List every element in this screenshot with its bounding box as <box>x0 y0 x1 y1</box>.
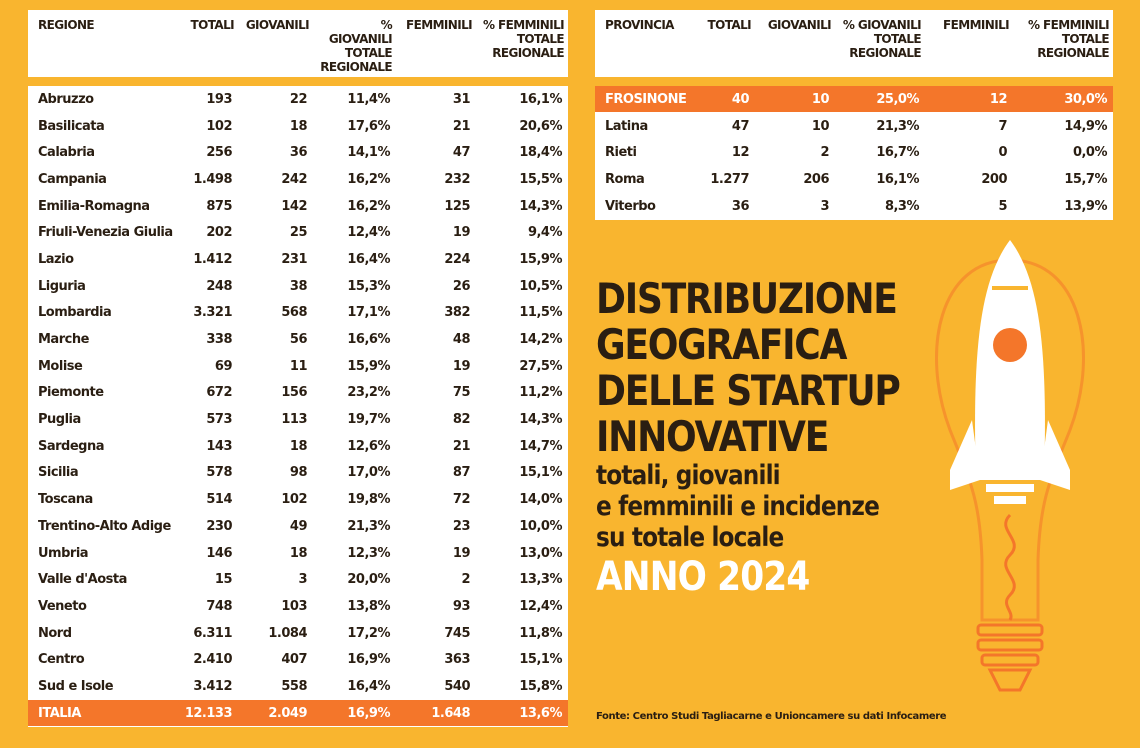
cell-pct-female: 15,1% <box>476 460 568 487</box>
cell-youth: 2.049 <box>238 700 313 727</box>
table-row <box>28 246 568 273</box>
cell-name: Sud e Isole <box>28 673 178 700</box>
cell-pct-female: 10,0% <box>476 513 568 540</box>
cell-youth: 18 <box>238 540 313 567</box>
table-row <box>28 193 568 220</box>
table-row <box>28 113 568 140</box>
cell-pct-youth: 16,7% <box>835 139 925 166</box>
header-pct-female: % FEMMINILI TOTALE REGIONALE <box>476 10 568 78</box>
cell-total: 12.133 <box>178 700 238 727</box>
cell-pct-youth: 16,2% <box>313 166 396 193</box>
cell-name: Sicilia <box>28 460 178 487</box>
cell-name: Calabria <box>28 139 178 166</box>
cell-total: 514 <box>178 486 238 513</box>
table-row <box>595 113 1113 140</box>
cell-youth: 206 <box>755 166 835 193</box>
cell-youth: 242 <box>238 166 313 193</box>
province-table <box>595 10 1113 220</box>
cell-pct-female: 14,2% <box>476 326 568 353</box>
cell-total: 2.410 <box>178 646 238 673</box>
table-row <box>28 273 568 300</box>
cell-pct-female: 14,0% <box>476 486 568 513</box>
cell-pct-female: 14,7% <box>476 433 568 460</box>
cell-total: 248 <box>178 273 238 300</box>
cell-total: 193 <box>178 86 238 113</box>
cell-total: 748 <box>178 593 238 620</box>
cell-total: 6.311 <box>178 620 238 647</box>
header-youth: GIOVANILI <box>755 10 835 78</box>
table-row <box>28 620 568 647</box>
cell-female: 200 <box>925 166 1013 193</box>
title-block <box>596 276 926 601</box>
cell-female: 21 <box>396 433 476 460</box>
cell-pct-female: 12,4% <box>476 593 568 620</box>
cell-name: Emilia-Romagna <box>28 193 178 220</box>
cell-pct-female: 13,6% <box>476 700 568 727</box>
cell-pct-youth: 16,4% <box>313 673 396 700</box>
table-row <box>28 353 568 380</box>
cell-total: 3.321 <box>178 300 238 327</box>
cell-female: 47 <box>396 139 476 166</box>
title-line-3: DELLE STARTUP <box>596 366 900 415</box>
cell-pct-youth: 21,3% <box>835 113 925 140</box>
cell-youth: 18 <box>238 433 313 460</box>
cell-female: 19 <box>396 219 476 246</box>
cell-female: 87 <box>396 460 476 487</box>
header-total: TOTALI <box>695 10 755 78</box>
cell-youth: 56 <box>238 326 313 353</box>
cell-pct-youth: 13,8% <box>313 593 396 620</box>
cell-female: 93 <box>396 593 476 620</box>
cell-pct-female: 13,3% <box>476 566 568 593</box>
table-row <box>28 433 568 460</box>
cell-total: 143 <box>178 433 238 460</box>
cell-name: Latina <box>595 113 695 140</box>
cell-female: 1.648 <box>396 700 476 727</box>
cell-pct-youth: 12,4% <box>313 219 396 246</box>
header-female: FEMMINILI <box>925 10 1013 78</box>
cell-pct-female: 14,3% <box>476 406 568 433</box>
title-line-2: GEOGRAFICA <box>596 320 847 369</box>
cell-youth: 38 <box>238 273 313 300</box>
cell-pct-female: 10,5% <box>476 273 568 300</box>
cell-youth: 22 <box>238 86 313 113</box>
rocket-lightbulb-icon <box>920 240 1100 720</box>
cell-female: 0 <box>925 139 1013 166</box>
cell-pct-female: 15,1% <box>476 646 568 673</box>
cell-pct-female: 9,4% <box>476 219 568 246</box>
cell-pct-youth: 17,0% <box>313 460 396 487</box>
cell-name: Abruzzo <box>28 86 178 113</box>
cell-name: Roma <box>595 166 695 193</box>
cell-pct-youth: 8,3% <box>835 193 925 220</box>
cell-female: 745 <box>396 620 476 647</box>
cell-pct-youth: 16,4% <box>313 246 396 273</box>
cell-youth: 10 <box>755 86 835 113</box>
cell-pct-female: 20,6% <box>476 113 568 140</box>
cell-female: 125 <box>396 193 476 220</box>
cell-pct-youth: 19,8% <box>313 486 396 513</box>
table-row <box>28 486 568 513</box>
cell-youth: 568 <box>238 300 313 327</box>
cell-female: 75 <box>396 380 476 407</box>
cell-name: Campania <box>28 166 178 193</box>
cell-pct-female: 0,0% <box>1013 139 1113 166</box>
cell-youth: 36 <box>238 139 313 166</box>
cell-pct-female: 15,8% <box>476 673 568 700</box>
cell-name: Puglia <box>28 406 178 433</box>
cell-name: Trentino-Alto Adige <box>28 513 178 540</box>
header-region: REGIONE <box>28 10 178 78</box>
cell-total: 578 <box>178 460 238 487</box>
cell-name: Friuli-Venezia Giulia <box>28 219 178 246</box>
cell-total: 102 <box>178 113 238 140</box>
cell-total: 672 <box>178 380 238 407</box>
cell-pct-youth: 15,3% <box>313 273 396 300</box>
cell-pct-female: 30,0% <box>1013 86 1113 113</box>
cell-total: 40 <box>695 86 755 113</box>
cell-total: 47 <box>695 113 755 140</box>
cell-pct-female: 14,9% <box>1013 113 1113 140</box>
cell-pct-youth: 20,0% <box>313 566 396 593</box>
header-total: TOTALI <box>178 10 238 78</box>
cell-pct-youth: 12,6% <box>313 433 396 460</box>
header-pct-female: % FEMMINILI TOTALE REGIONALE <box>1013 10 1113 78</box>
cell-youth: 3 <box>755 193 835 220</box>
title-line-4: INNOVATIVE <box>596 412 829 461</box>
cell-name: Toscana <box>28 486 178 513</box>
table-row <box>28 540 568 567</box>
table-row <box>28 380 568 407</box>
cell-total: 230 <box>178 513 238 540</box>
cell-female: 2 <box>396 566 476 593</box>
header-province: PROVINCIA <box>595 10 695 78</box>
cell-pct-youth: 25,0% <box>835 86 925 113</box>
province-table-body <box>595 113 1113 220</box>
cell-name: Basilicata <box>28 113 178 140</box>
regional-table-body <box>28 86 568 700</box>
cell-female: 21 <box>396 113 476 140</box>
cell-pct-female: 15,9% <box>476 246 568 273</box>
cell-name: FROSINONE <box>595 86 695 113</box>
table-row <box>28 300 568 327</box>
header-pct-youth: % GIOVANILI TOTALE REGIONALE <box>313 10 396 78</box>
cell-female: 31 <box>396 86 476 113</box>
cell-female: 19 <box>396 540 476 567</box>
cell-name: Marche <box>28 326 178 353</box>
cell-total: 338 <box>178 326 238 353</box>
table-row <box>595 193 1113 220</box>
cell-name: Sardegna <box>28 433 178 460</box>
table-row <box>28 593 568 620</box>
source-note: Fonte: Centro Studi Tagliacarne e Unioncamere su dati Infocamere <box>596 711 947 722</box>
cell-youth: 1.084 <box>238 620 313 647</box>
cell-total: 36 <box>695 193 755 220</box>
cell-female: 382 <box>396 300 476 327</box>
cell-youth: 103 <box>238 593 313 620</box>
cell-youth: 18 <box>238 113 313 140</box>
cell-total: 15 <box>178 566 238 593</box>
cell-name: Molise <box>28 353 178 380</box>
subtitle-line-3: su totale locale <box>596 522 784 553</box>
cell-female: 7 <box>925 113 1013 140</box>
cell-female: 82 <box>396 406 476 433</box>
cell-pct-youth: 16,6% <box>313 326 396 353</box>
cell-youth: 25 <box>238 219 313 246</box>
year-label: ANNO 2024 <box>596 554 810 600</box>
cell-pct-female: 11,8% <box>476 620 568 647</box>
cell-pct-female: 16,1% <box>476 86 568 113</box>
cell-total: 1.412 <box>178 246 238 273</box>
cell-pct-female: 14,3% <box>476 193 568 220</box>
cell-pct-youth: 23,2% <box>313 380 396 407</box>
cell-pct-female: 15,7% <box>1013 166 1113 193</box>
cell-female: 232 <box>396 166 476 193</box>
table-row <box>28 326 568 353</box>
cell-name: Piemonte <box>28 380 178 407</box>
cell-pct-youth: 21,3% <box>313 513 396 540</box>
cell-youth: 156 <box>238 380 313 407</box>
table-row <box>28 460 568 487</box>
cell-total: 1.498 <box>178 166 238 193</box>
table-row <box>28 673 568 700</box>
cell-name: ITALIA <box>28 700 178 727</box>
cell-total: 1.277 <box>695 166 755 193</box>
subtitle-line-1: totali, giovanili <box>596 460 780 491</box>
header-female: FEMMINILI <box>396 10 476 78</box>
cell-pct-youth: 12,3% <box>313 540 396 567</box>
cell-female: 19 <box>396 353 476 380</box>
cell-pct-female: 11,2% <box>476 380 568 407</box>
table-row <box>28 566 568 593</box>
table-row <box>28 646 568 673</box>
regional-table <box>28 10 568 727</box>
cell-total: 69 <box>178 353 238 380</box>
cell-youth: 558 <box>238 673 313 700</box>
table-row <box>28 166 568 193</box>
table-row-total <box>28 700 568 727</box>
table-row <box>28 139 568 166</box>
cell-pct-youth: 16,9% <box>313 646 396 673</box>
cell-female: 363 <box>396 646 476 673</box>
table-row <box>595 166 1113 193</box>
cell-pct-youth: 16,9% <box>313 700 396 727</box>
cell-pct-female: 13,9% <box>1013 193 1113 220</box>
cell-youth: 98 <box>238 460 313 487</box>
cell-total: 573 <box>178 406 238 433</box>
cell-pct-youth: 16,2% <box>313 193 396 220</box>
cell-female: 23 <box>396 513 476 540</box>
cell-total: 202 <box>178 219 238 246</box>
cell-name: Rieti <box>595 139 695 166</box>
table-row <box>28 513 568 540</box>
header-youth: GIOVANILI <box>238 10 313 78</box>
cell-pct-female: 11,5% <box>476 300 568 327</box>
cell-pct-female: 13,0% <box>476 540 568 567</box>
table-row <box>595 139 1113 166</box>
cell-pct-youth: 11,4% <box>313 86 396 113</box>
cell-name: Lombardia <box>28 300 178 327</box>
cell-female: 224 <box>396 246 476 273</box>
cell-youth: 11 <box>238 353 313 380</box>
cell-youth: 102 <box>238 486 313 513</box>
cell-youth: 407 <box>238 646 313 673</box>
cell-pct-youth: 14,1% <box>313 139 396 166</box>
cell-youth: 2 <box>755 139 835 166</box>
cell-pct-female: 27,5% <box>476 353 568 380</box>
table-row <box>28 86 568 113</box>
cell-pct-youth: 15,9% <box>313 353 396 380</box>
cell-female: 5 <box>925 193 1013 220</box>
cell-name: Lazio <box>28 246 178 273</box>
cell-female: 72 <box>396 486 476 513</box>
cell-total: 12 <box>695 139 755 166</box>
table-row <box>28 219 568 246</box>
cell-youth: 49 <box>238 513 313 540</box>
cell-youth: 113 <box>238 406 313 433</box>
cell-female: 12 <box>925 86 1013 113</box>
cell-name: Liguria <box>28 273 178 300</box>
cell-pct-youth: 17,6% <box>313 113 396 140</box>
cell-name: Umbria <box>28 540 178 567</box>
header-pct-youth: % GIOVANILI TOTALE REGIONALE <box>835 10 925 78</box>
cell-name: Nord <box>28 620 178 647</box>
cell-female: 540 <box>396 673 476 700</box>
cell-total: 146 <box>178 540 238 567</box>
cell-name: Valle d'Aosta <box>28 566 178 593</box>
cell-total: 256 <box>178 139 238 166</box>
cell-youth: 231 <box>238 246 313 273</box>
cell-pct-youth: 16,1% <box>835 166 925 193</box>
cell-pct-female: 18,4% <box>476 139 568 166</box>
cell-youth: 3 <box>238 566 313 593</box>
cell-pct-youth: 17,1% <box>313 300 396 327</box>
cell-total: 875 <box>178 193 238 220</box>
cell-pct-youth: 17,2% <box>313 620 396 647</box>
subtitle-line-2: e femminili e incidenze <box>596 491 879 522</box>
table-row-highlight <box>595 86 1113 113</box>
cell-youth: 10 <box>755 113 835 140</box>
title-line-1: DISTRIBUZIONE <box>596 274 897 323</box>
cell-name: Viterbo <box>595 193 695 220</box>
cell-youth: 142 <box>238 193 313 220</box>
table-row <box>28 406 568 433</box>
cell-name: Veneto <box>28 593 178 620</box>
cell-female: 48 <box>396 326 476 353</box>
cell-female: 26 <box>396 273 476 300</box>
cell-pct-youth: 19,7% <box>313 406 396 433</box>
cell-pct-female: 15,5% <box>476 166 568 193</box>
cell-name: Centro <box>28 646 178 673</box>
cell-total: 3.412 <box>178 673 238 700</box>
